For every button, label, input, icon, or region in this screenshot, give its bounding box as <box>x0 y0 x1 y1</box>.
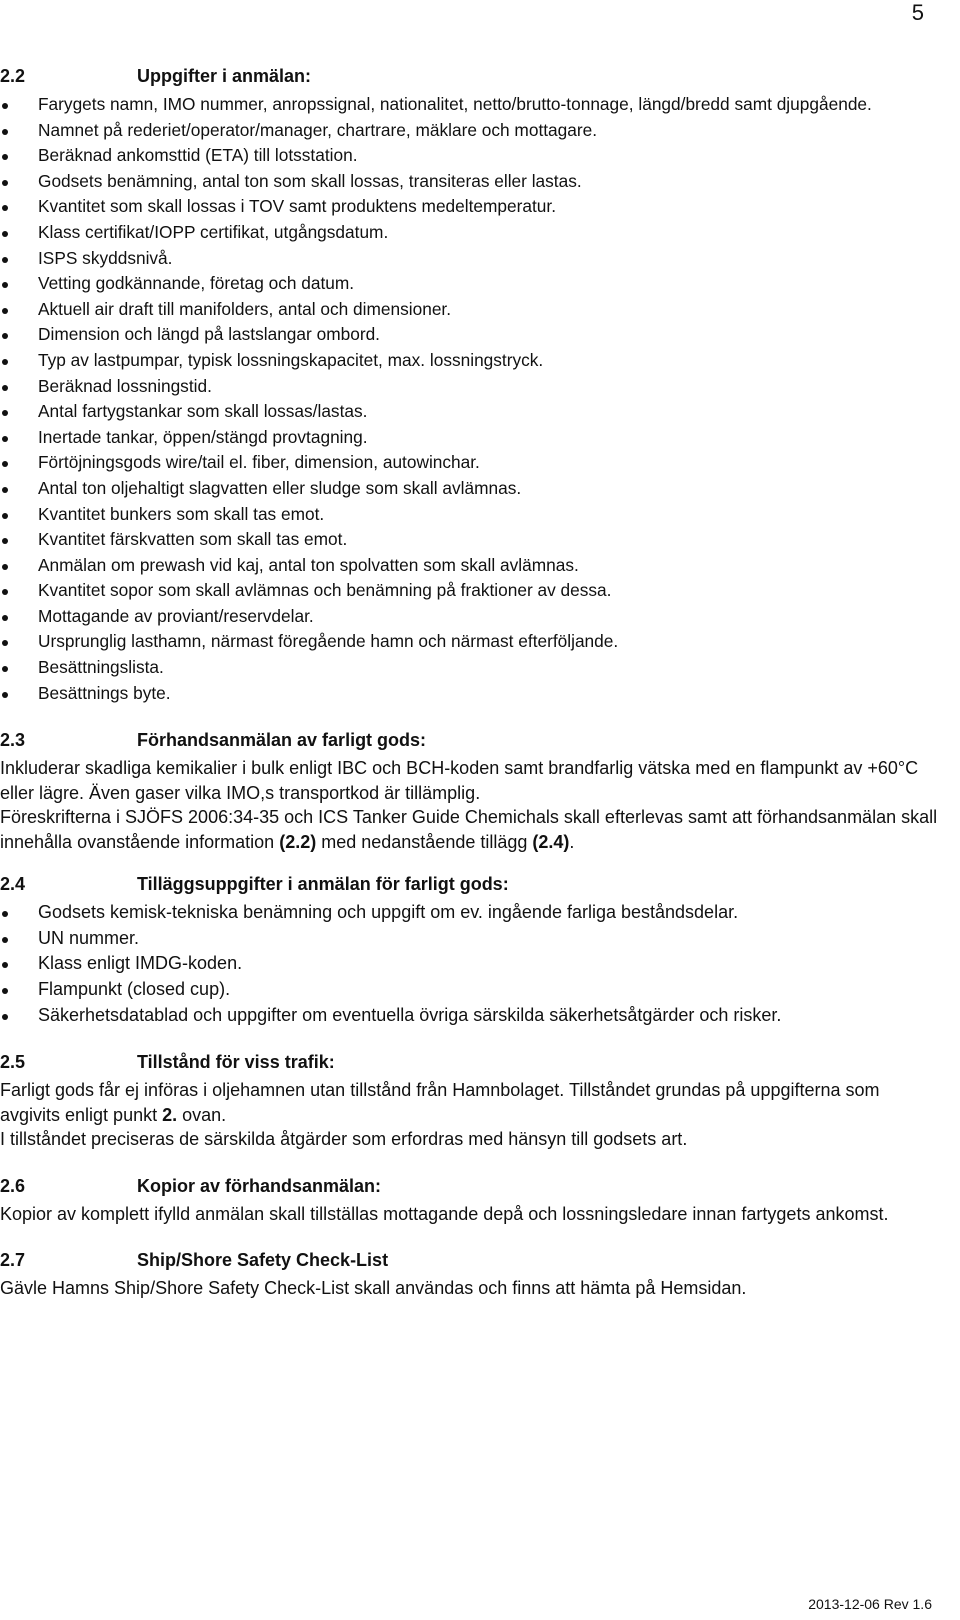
section-heading-2-6 <box>0 1176 940 1202</box>
section-heading-2-7 <box>0 1250 940 1276</box>
section-title: Kopior av förhandsanmälan: <box>137 1175 382 1196</box>
section-reference: (2.4) <box>532 831 570 852</box>
list-item: Mottagande av proviant/reservdelar. <box>0 604 940 630</box>
list-item: Besättningslista. <box>0 655 940 681</box>
list-item: Klass certifikat/IOPP certifikat, utgångsdatum. <box>0 220 940 246</box>
list-item: Förtöjningsgods wire/tail el. fiber, dimension, autowinchar. <box>0 450 940 476</box>
list-2-4 <box>0 900 940 1028</box>
list-item: Namnet på rederiet/operator/manager, chartrare, mäklare och mottagare. <box>0 118 940 144</box>
list-item: Farygets namn, IMO nummer, anropssignal, nationalitet, netto/brutto-tonnage, längd/bredd samt djupgående. <box>0 92 940 118</box>
list-item: Dimension och längd på lastslangar ombord. <box>0 322 940 348</box>
list-item: Flampunkt (closed cup). <box>0 977 940 1003</box>
paragraph: Kopior av komplett ifylld anmälan skall tillställas mottagande depå och lossningsledare innan fartygets ankomst. <box>0 1203 889 1224</box>
list-item: Kvantitet bunkers som skall tas emot. <box>0 502 940 528</box>
list-item: Klass enligt IMDG-koden. <box>0 951 940 977</box>
list-item: Ursprunglig lasthamn, närmast föregående hamn och närmast efterföljande. <box>0 629 940 655</box>
section-title: Tillstånd för viss trafik: <box>137 1052 335 1073</box>
paragraph: I tillståndet preciseras de särskilda åtgärder som erfordras med hänsyn till godsets art. <box>0 1129 688 1150</box>
list-item: Aktuell air draft till manifolders, antal och dimensioner. <box>0 297 940 323</box>
spacer <box>0 854 940 874</box>
section-number: 2.5 <box>0 1052 26 1073</box>
list-item: Kvantitet färskvatten som skall tas emot. <box>0 527 940 553</box>
spacer <box>0 706 940 730</box>
list-item: Kvantitet som skall lossas i TOV samt produktens medeltemperatur. <box>0 194 940 220</box>
section-heading-2-3 <box>0 730 940 756</box>
list-item: Besättnings byte. <box>0 681 940 707</box>
section-number: 2.2 <box>0 66 26 86</box>
spacer <box>0 1226 940 1250</box>
section-heading-2-5 <box>0 1052 940 1078</box>
paragraph-text: . <box>569 831 575 852</box>
list-item: Kvantitet sopor som skall avlämnas och benämning på fraktioner av dessa. <box>0 578 940 604</box>
list-2-2 <box>0 92 940 706</box>
section-number: 2.3 <box>0 730 26 751</box>
section-number: 2.4 <box>0 874 26 895</box>
section-title: Tilläggsuppgifter i anmälan för farligt gods: <box>137 874 509 895</box>
list-item: Inertade tankar, öppen/stängd provtagning. <box>0 425 940 451</box>
spacer <box>0 1152 940 1176</box>
section-title: Förhandsanmälan av farligt gods: <box>137 730 427 751</box>
page-number: 5 <box>911 0 924 25</box>
section-number: 2.7 <box>0 1250 26 1271</box>
list-item: Antal fartygstankar som skall lossas/lastas. <box>0 399 940 425</box>
list-item: Beräknad lossningstid. <box>0 374 940 400</box>
section-title: Uppgifter i anmälan: <box>137 66 312 86</box>
paragraph-text: med nedanstående tillägg <box>316 831 533 852</box>
section-number: 2.6 <box>0 1175 26 1196</box>
list-item: Beräknad ankomsttid (ETA) till lotsstation. <box>0 143 940 169</box>
list-item: Godsets benämning, antal ton som skall lossas, transiteras eller lastas. <box>0 169 940 195</box>
paragraph-text: ovan. <box>177 1104 227 1125</box>
paragraph-text: Farligt gods får ej införas i oljehamnen utan tillstånd från Hamnbolaget. Tillståndet grundas på uppgifterna som avgivits enligt punkt <box>0 1080 880 1125</box>
list-item: Typ av lastpumpar, typisk lossningskapacitet, max. lossningstryck. <box>0 348 940 374</box>
section-heading-2-4 <box>0 874 940 900</box>
document-body <box>0 66 940 1301</box>
paragraph <box>0 805 940 854</box>
section-title: Ship/Shore Safety Check-List <box>137 1250 389 1271</box>
paragraph-text: Föreskrifterna i SJÖFS 2006:34-35 och ICS Tanker Guide Chemichals skall efterlevas samt att förhandsanmälan skall innehålla ovanstående information <box>0 807 938 852</box>
list-item: Godsets kemisk-tekniska benämning och uppgift om ev. ingående farliga beståndsdelar. <box>0 900 940 926</box>
spacer <box>0 1028 940 1052</box>
list-item: Antal ton oljehaltigt slagvatten eller sludge som skall avlämnas. <box>0 476 940 502</box>
footer-revision: 2013-12-06 Rev 1.6 <box>808 1596 932 1612</box>
section-reference: (2.2) <box>279 831 317 852</box>
section-heading-2-2 <box>0 66 940 92</box>
list-item: Säkerhetsdatablad och uppgifter om eventuella övriga särskilda säkerhetsåtgärder och risker. <box>0 1003 940 1029</box>
section-reference: 2. <box>162 1104 178 1125</box>
list-item: ISPS skyddsnivå. <box>0 246 940 272</box>
paragraph: Gävle Hamns Ship/Shore Safety Check-List skall användas och finns att hämta på Hemsidan. <box>0 1278 747 1299</box>
paragraph <box>0 1078 940 1127</box>
paragraph: Inkluderar skadliga kemikalier i bulk enligt IBC och BCH-koden samt brandfarlig vätska med en flampunkt av +60°C eller lägre. Även gaser vilka IMO,s transportkod är tillämplig. <box>0 758 919 803</box>
list-item: UN nummer. <box>0 926 940 952</box>
list-item: Vetting godkännande, företag och datum. <box>0 271 940 297</box>
list-item: Anmälan om prewash vid kaj, antal ton spolvatten som skall avlämnas. <box>0 553 940 579</box>
